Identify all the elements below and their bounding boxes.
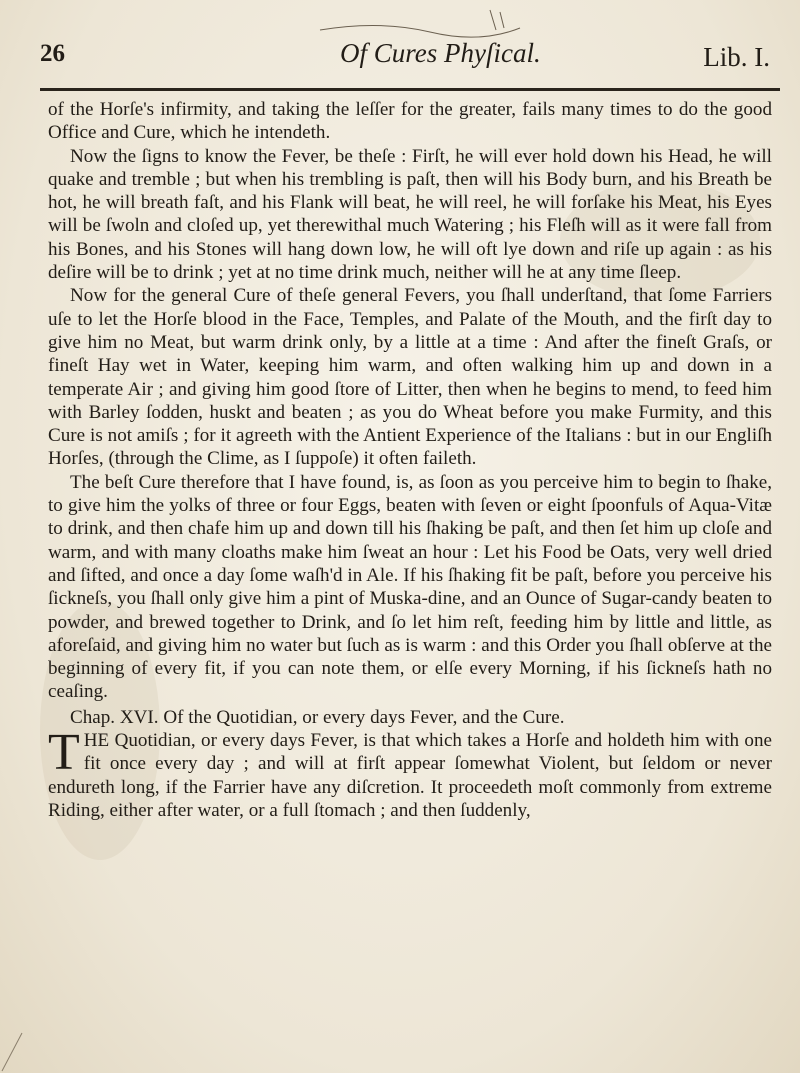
chapter-heading: Chap. XVI. Of the Quotidian, or every days Fever, and the Cure. [70, 706, 565, 728]
paragraph: The beſt Cure therefore that I have found, is, as ſoon as you perceive him to begin to ſhake, to give him the yolks of three or four Eggs, beaten with ſeven or eight ſpoonfuls of Aqua-Vitæ to drink, and then chafe him up and down till his ſhaking be paſt, and then ſet him up cloſe and warm, and with many cloaths make him ſweat an hour : Let his Food be Oats, very well dried and ſifted, and once a day ſome waſh'd in Ale. If his ſhaking fit be paſt, before you perceive his ſickneſs, you ſhall only give him a pint of Muska-dine, and an Ounce of Sugar-candy beaten to powder, and brewed together to Drink, and ſo let him reſt, feeding him by little and little, as aforeſaid, and giving him no water but ſuch as is warm : and this Order you ſhall obſerve at the beginning of every fit, if you can note them, or elſe every Morning, if his ſickneſs hath no ceaſing. [48, 471, 772, 703]
body-text [48, 98, 772, 822]
margin-mark [0, 1013, 30, 1073]
running-title: Of Cures Phyſical. [340, 38, 541, 68]
page-header [40, 28, 780, 74]
page-number: 26 [40, 40, 65, 67]
paragraph [48, 724, 772, 822]
paragraph-text: HE Quotidian, or every days Fever, is that which takes a Horſe and holdeth him with one fit once every day ; and will at firſt appear ſomewhat Violent, but ſeldom or never endureth long, if the Farrier have any diſcretion. It proceedeth moſt commonly from extreme Riding, either after water, or a full ſtomach ; and then ſuddenly, [48, 730, 772, 821]
drop-cap: T [48, 724, 80, 782]
paragraph: of the Horſe's infirmity, and taking the leſſer for the greater, fails many times to do the good Office and Cure, which he intendeth. [48, 99, 772, 144]
paragraph: Now the ſigns to know the Fever, be theſe : Firſt, he will ever hold down his Head, he will quake and tremble ; but when his trembling is paſt, then will his Body burn, and his Breath be hot, he will breath faſt, and his Flank will beat, he will reel, he will forſake his Meat, his Eyes will be ſwoln and cloſed up, yet therewithal much Watering ; his Fleſh will as it were fall from his Bones, and his Stones will hang down low, he will oft lye down and riſe up again : as his deſire will be to drink ; yet at no time drink much, neither will he at any time ſleep. [48, 145, 772, 284]
paragraph: Now for the general Cure of theſe general Fevers, you ſhall underſtand, that ſome Farriers uſe to let the Horſe blood in the Face, Temples, and Palate of the Mouth, and the firſt day to give him no Meat, but warm drink only, by a little at a time : And after the fineſt Graſs, or fineſt Hay wet in Water, keeping him warm, and often walking him up and down in a temperate Air ; and giving him good ſtore of Litter, then when he begins to mend, to feed him with Barley ſodden, huskt and beaten ; as you do Wheat before you make Furmity, and this Cure is not amiſs ; for it agreeth with the Antient Experience of the Italians : but in our Engliſh Horſes, (through the Clime, as I ſuppoſe) it often faileth. [48, 285, 772, 470]
book-label: Lib. I. [703, 42, 770, 72]
header-rule [40, 88, 780, 91]
